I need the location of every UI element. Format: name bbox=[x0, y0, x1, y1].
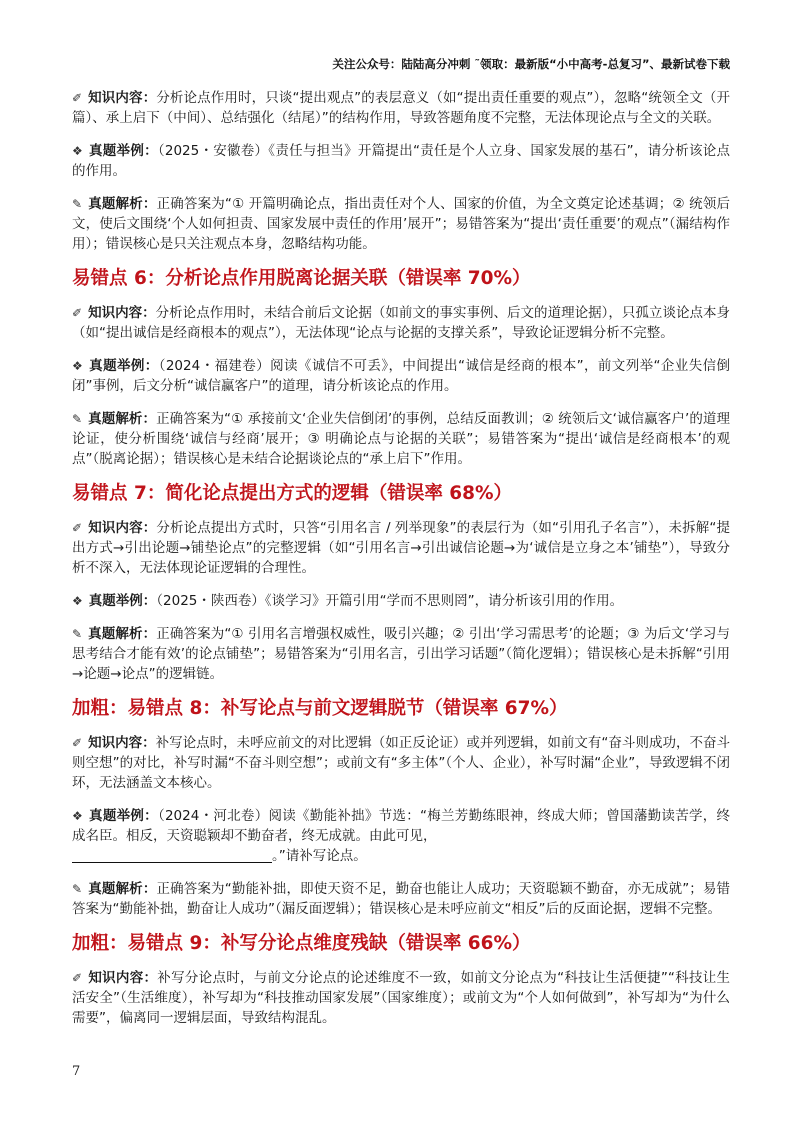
example-label: 真题举例 bbox=[89, 143, 145, 159]
section-heading-8: 加粗：易错点 8：补写论点与前文逻辑脱节（错误率 67%） bbox=[72, 698, 568, 719]
pencil-icon: ✐ bbox=[72, 971, 83, 985]
knowledge-label: 知识内容 bbox=[88, 520, 143, 536]
example-text: （2025・安徽卷）《责任与担当》开篇提出“责任是个人立身、国家发展的基石”，请分析该论点的作用。 bbox=[72, 143, 731, 179]
knowledge-text: 分析论点提出方式时，只答“引用名言 / 列举现象”的表层行为（如“引用孔子名言”），未拆解“提出方式→引出论题→铺垫论点”的完整逻辑（如“引用名言→引出诚信论题→为‘诚信是立身之本’铺垫”），导致分析不深入，无法体现论证逻辑的合理性。 bbox=[72, 520, 731, 576]
page-header: 关注公众号：陆陆高分冲刺 ˜领取：最新版“小中高考-总复习”、最新试卷下载 bbox=[332, 57, 730, 71]
example-text: （2024・福建卷）阅读《诚信不可丢》，中间提出“诚信是经商的根本”，前文列举“企业失信倒闭”事例，后文分析“诚信赢客户”的道理，请分析该论点的作用。 bbox=[72, 358, 731, 394]
analysis-label: 真题解析 bbox=[88, 196, 143, 212]
knowledge-paragraph: ✐ 知识内容：补写论点时，未呼应前文的对比逻辑（如正反论证）或并列逻辑，如前文有“奋斗则成功，不奋斗则空想”的对比，补写时漏“不奋斗则空想”；或前文有“多主体”（个人、企业），补写时漏“企业”，导致逻辑不闭环，无法涵盖文本核心。 bbox=[72, 735, 731, 791]
page-number: 7 bbox=[72, 1064, 81, 1079]
analysis-paragraph: ✎ 真题解析：正确答案为“勤能补拙，即使天资不足，勤奋也能让人成功；天资聪颖不勤奋，亦无成就”；易错答案为“勤能补拙，勤奋让人成功”（漏反面逻辑）；错误核心是未呼应前文“相反”后的反面论据，逻辑不完整。 bbox=[72, 881, 731, 917]
diamond-bullet-icon: ❖ bbox=[72, 359, 84, 373]
knowledge-label: 知识内容 bbox=[88, 90, 143, 106]
example-paragraph: ❖ 真题举例：（2024・河北卷）阅读《勤能补拙》节选：“梅兰芳勤练眼神，终成大师；曾国藩勤读苦学，终成名臣。相反，天资聪颖却不勤奋者，终无成就。由此可见， 。”请补写论点。 bbox=[72, 808, 731, 864]
analysis-text: 正确答案为“① 引用名言增强权威性，吸引兴趣；② 引出‘学习需思考’的论题；③ 为后文‘学习与思考结合才能有效’的论点铺垫”；易错答案为“引用名言，引出学习话题”（简化逻辑）；错误核心是未拆解“引用→论题→论点”的逻辑链。 bbox=[72, 626, 731, 682]
knowledge-paragraph: ✐ 知识内容：分析论点作用时，只谈“提出观点”的表层意义（如“提出责任重要的观点”），忽略“统领全文（开篇）、承上启下（中间）、总结强化（结尾）”的结构作用，导致答题角度不完整，无法体现论点与全文的关联。 bbox=[72, 90, 731, 126]
pen-icon: ✎ bbox=[72, 412, 83, 426]
pencil-icon: ✐ bbox=[72, 91, 83, 105]
knowledge-text: 补写论点时，未呼应前文的对比逻辑（如正反论证）或并列逻辑，如前文有“奋斗则成功，不奋斗则空想”的对比，补写时漏“不奋斗则空想”；或前文有“多主体”（个人、企业），补写时漏“企业”，导致逻辑不闭环，无法涵盖文本核心。 bbox=[72, 735, 731, 791]
pencil-icon: ✐ bbox=[72, 521, 83, 535]
example-text: （2025・陕西卷）《谈学习》开篇引用“学而不思则罔”，请分析该引用的作用。 bbox=[156, 593, 624, 609]
section-heading-6: 易错点 6：分析论点作用脱离论据关联（错误率 70%） bbox=[72, 268, 531, 289]
knowledge-label: 知识内容 bbox=[88, 735, 143, 751]
example-paragraph: ❖ 真题举例：（2024・福建卷）阅读《诚信不可丢》，中间提出“诚信是经商的根本”，前文列举“企业失信倒闭”事例，后文分析“诚信赢客户”的道理，请分析该论点的作用。 bbox=[72, 358, 731, 394]
knowledge-paragraph: ✐ 知识内容：补写分论点时，与前文分论点的论述维度不一致，如前文分论点为“科技让生活便捷”“科技让生活安全”（生活维度），补写却为“科技推动国家发展”（国家维度）；或前文为“个人如何做到”，补写却为“为什么需要”，偏离同一逻辑层面，导致结构混乱。 bbox=[72, 970, 731, 1026]
answer-blank-line bbox=[72, 848, 272, 863]
section-heading-9: 加粗：易错点 9：补写分论点维度残缺（错误率 66%） bbox=[72, 933, 531, 954]
analysis-text: 正确答案为“① 承接前文‘企业失信倒闭’的事例，总结反面教训；② 统领后文‘诚信赢客户’的道理论证，使分析围绕‘诚信与经商’展开；③ 明确论点与论据的关联”；易错答案为“提出‘诚信是经商根本’的观点”（脱离论据）；错误核心是未结合论据谈论点的“承上启下”作用。 bbox=[72, 411, 731, 467]
pen-icon: ✎ bbox=[72, 882, 83, 896]
analysis-label: 真题解析 bbox=[88, 881, 143, 897]
example-paragraph: ❖ 真题举例：（2025・陕西卷）《谈学习》开篇引用“学而不思则罔”，请分析该引用的作用。 bbox=[72, 593, 624, 609]
pen-icon: ✎ bbox=[72, 197, 83, 211]
analysis-paragraph: ✎ 真题解析：正确答案为“① 开篇明确论点，指出责任对个人、国家的价值，为全文奠定论述基调；② 统领后文，使后文围绕‘个人如何担责、国家发展中责任的作用’展开”；易错答案为“提出‘责任重要’的观点”（漏结构作用）；错误核心是只关注观点本身，忽略结构功能。 bbox=[72, 196, 731, 252]
knowledge-label: 知识内容 bbox=[88, 305, 143, 321]
example-label: 真题举例 bbox=[88, 593, 143, 609]
section-heading-7: 易错点 7：简化论点提出方式的逻辑（错误率 68%） bbox=[72, 483, 513, 504]
analysis-paragraph: ✎ 真题解析：正确答案为“① 承接前文‘企业失信倒闭’的事例，总结反面教训；② 统领后文‘诚信赢客户’的道理论证，使分析围绕‘诚信与经商’展开；③ 明确论点与论据的关联”；易错答案为“提出‘诚信是经商根本’的观点”（脱离论据）；错误核心是未结合论据谈论点的“承上启下”作用。 bbox=[72, 411, 731, 467]
example-text: （2024・河北卷）阅读《勤能补拙》节选：“梅兰芳勤练眼神，终成大师；曾国藩勤读苦学，终成名臣。相反，天资聪颖却不勤奋者，终无成就。由此可见， bbox=[72, 808, 731, 844]
knowledge-text: 分析论点作用时，未结合前后文论据（如前文的事实事例、后文的道理论据），只孤立谈论点本身（如“提出诚信是经商根本的观点”），无法体现“论点与论据的支撑关系”，导致论证逻辑分析不完整。 bbox=[72, 305, 731, 341]
analysis-text: 正确答案为“① 开篇明确论点，指出责任对个人、国家的价值，为全文奠定论述基调；② 统领后文，使后文围绕‘个人如何担责、国家发展中责任的作用’展开”；易错答案为“提出‘责任重要’的观点”（漏结构作用）；错误核心是只关注观点本身，忽略结构功能。 bbox=[72, 196, 731, 252]
analysis-paragraph: ✎ 真题解析：正确答案为“① 引用名言增强权威性，吸引兴趣；② 引出‘学习需思考’的论题；③ 为后文‘学习与思考结合才能有效’的论点铺垫”；易错答案为“引用名言，引出学习话题”（简化逻辑）；错误核心是未拆解“引用→论题→论点”的逻辑链。 bbox=[72, 626, 731, 682]
diamond-bullet-icon: ❖ bbox=[72, 594, 83, 608]
main-content bbox=[72, 88, 730, 1041]
knowledge-text: 分析论点作用时，只谈“提出观点”的表层意义（如“提出责任重要的观点”），忽略“统领全文（开篇）、承上启下（中间）、总结强化（结尾）”的结构作用，导致答题角度不完整，无法体现论点与全文的关联。 bbox=[72, 90, 731, 126]
example-text-tail: 。”请补写论点。 bbox=[272, 848, 367, 864]
analysis-label: 真题解析 bbox=[88, 626, 143, 642]
example-paragraph: ❖ 真题举例：（2025・安徽卷）《责任与担当》开篇提出“责任是个人立身、国家发展的基石”，请分析该论点的作用。 bbox=[72, 143, 731, 179]
analysis-label: 真题解析 bbox=[88, 411, 143, 427]
pen-icon: ✎ bbox=[72, 627, 83, 641]
example-label: 真题举例 bbox=[89, 358, 145, 374]
knowledge-paragraph: ✐ 知识内容：分析论点作用时，未结合前后文论据（如前文的事实事例、后文的道理论据），只孤立谈论点本身（如“提出诚信是经商根本的观点”），无法体现“论点与论据的支撑关系”，导致论证逻辑分析不完整。 bbox=[72, 305, 731, 341]
knowledge-text: 补写分论点时，与前文分论点的论述维度不一致，如前文分论点为“科技让生活便捷”“科技让生活安全”（生活维度），补写却为“科技推动国家发展”（国家维度）；或前文为“个人如何做到”，补写却为“为什么需要”，偏离同一逻辑层面，导致结构混乱。 bbox=[72, 970, 731, 1026]
diamond-bullet-icon: ❖ bbox=[72, 809, 84, 823]
knowledge-paragraph: ✐ 知识内容：分析论点提出方式时，只答“引用名言 / 列举现象”的表层行为（如“引用孔子名言”），未拆解“提出方式→引出论题→铺垫论点”的完整逻辑（如“引用名言→引出诚信论题→为‘诚信是立身之本’铺垫”），导致分析不深入，无法体现论证逻辑的合理性。 bbox=[72, 520, 731, 576]
knowledge-label: 知识内容 bbox=[88, 970, 144, 986]
pencil-icon: ✐ bbox=[72, 306, 83, 320]
pencil-icon: ✐ bbox=[72, 736, 83, 750]
diamond-bullet-icon: ❖ bbox=[72, 144, 84, 158]
example-label: 真题举例 bbox=[89, 808, 145, 824]
analysis-text: 正确答案为“勤能补拙，即使天资不足，勤奋也能让人成功；天资聪颖不勤奋，亦无成就”；易错答案为“勤能补拙，勤奋让人成功”（漏反面逻辑）；错误核心是未呼应前文“相反”后的反面论据，逻辑不完整。 bbox=[72, 881, 731, 917]
